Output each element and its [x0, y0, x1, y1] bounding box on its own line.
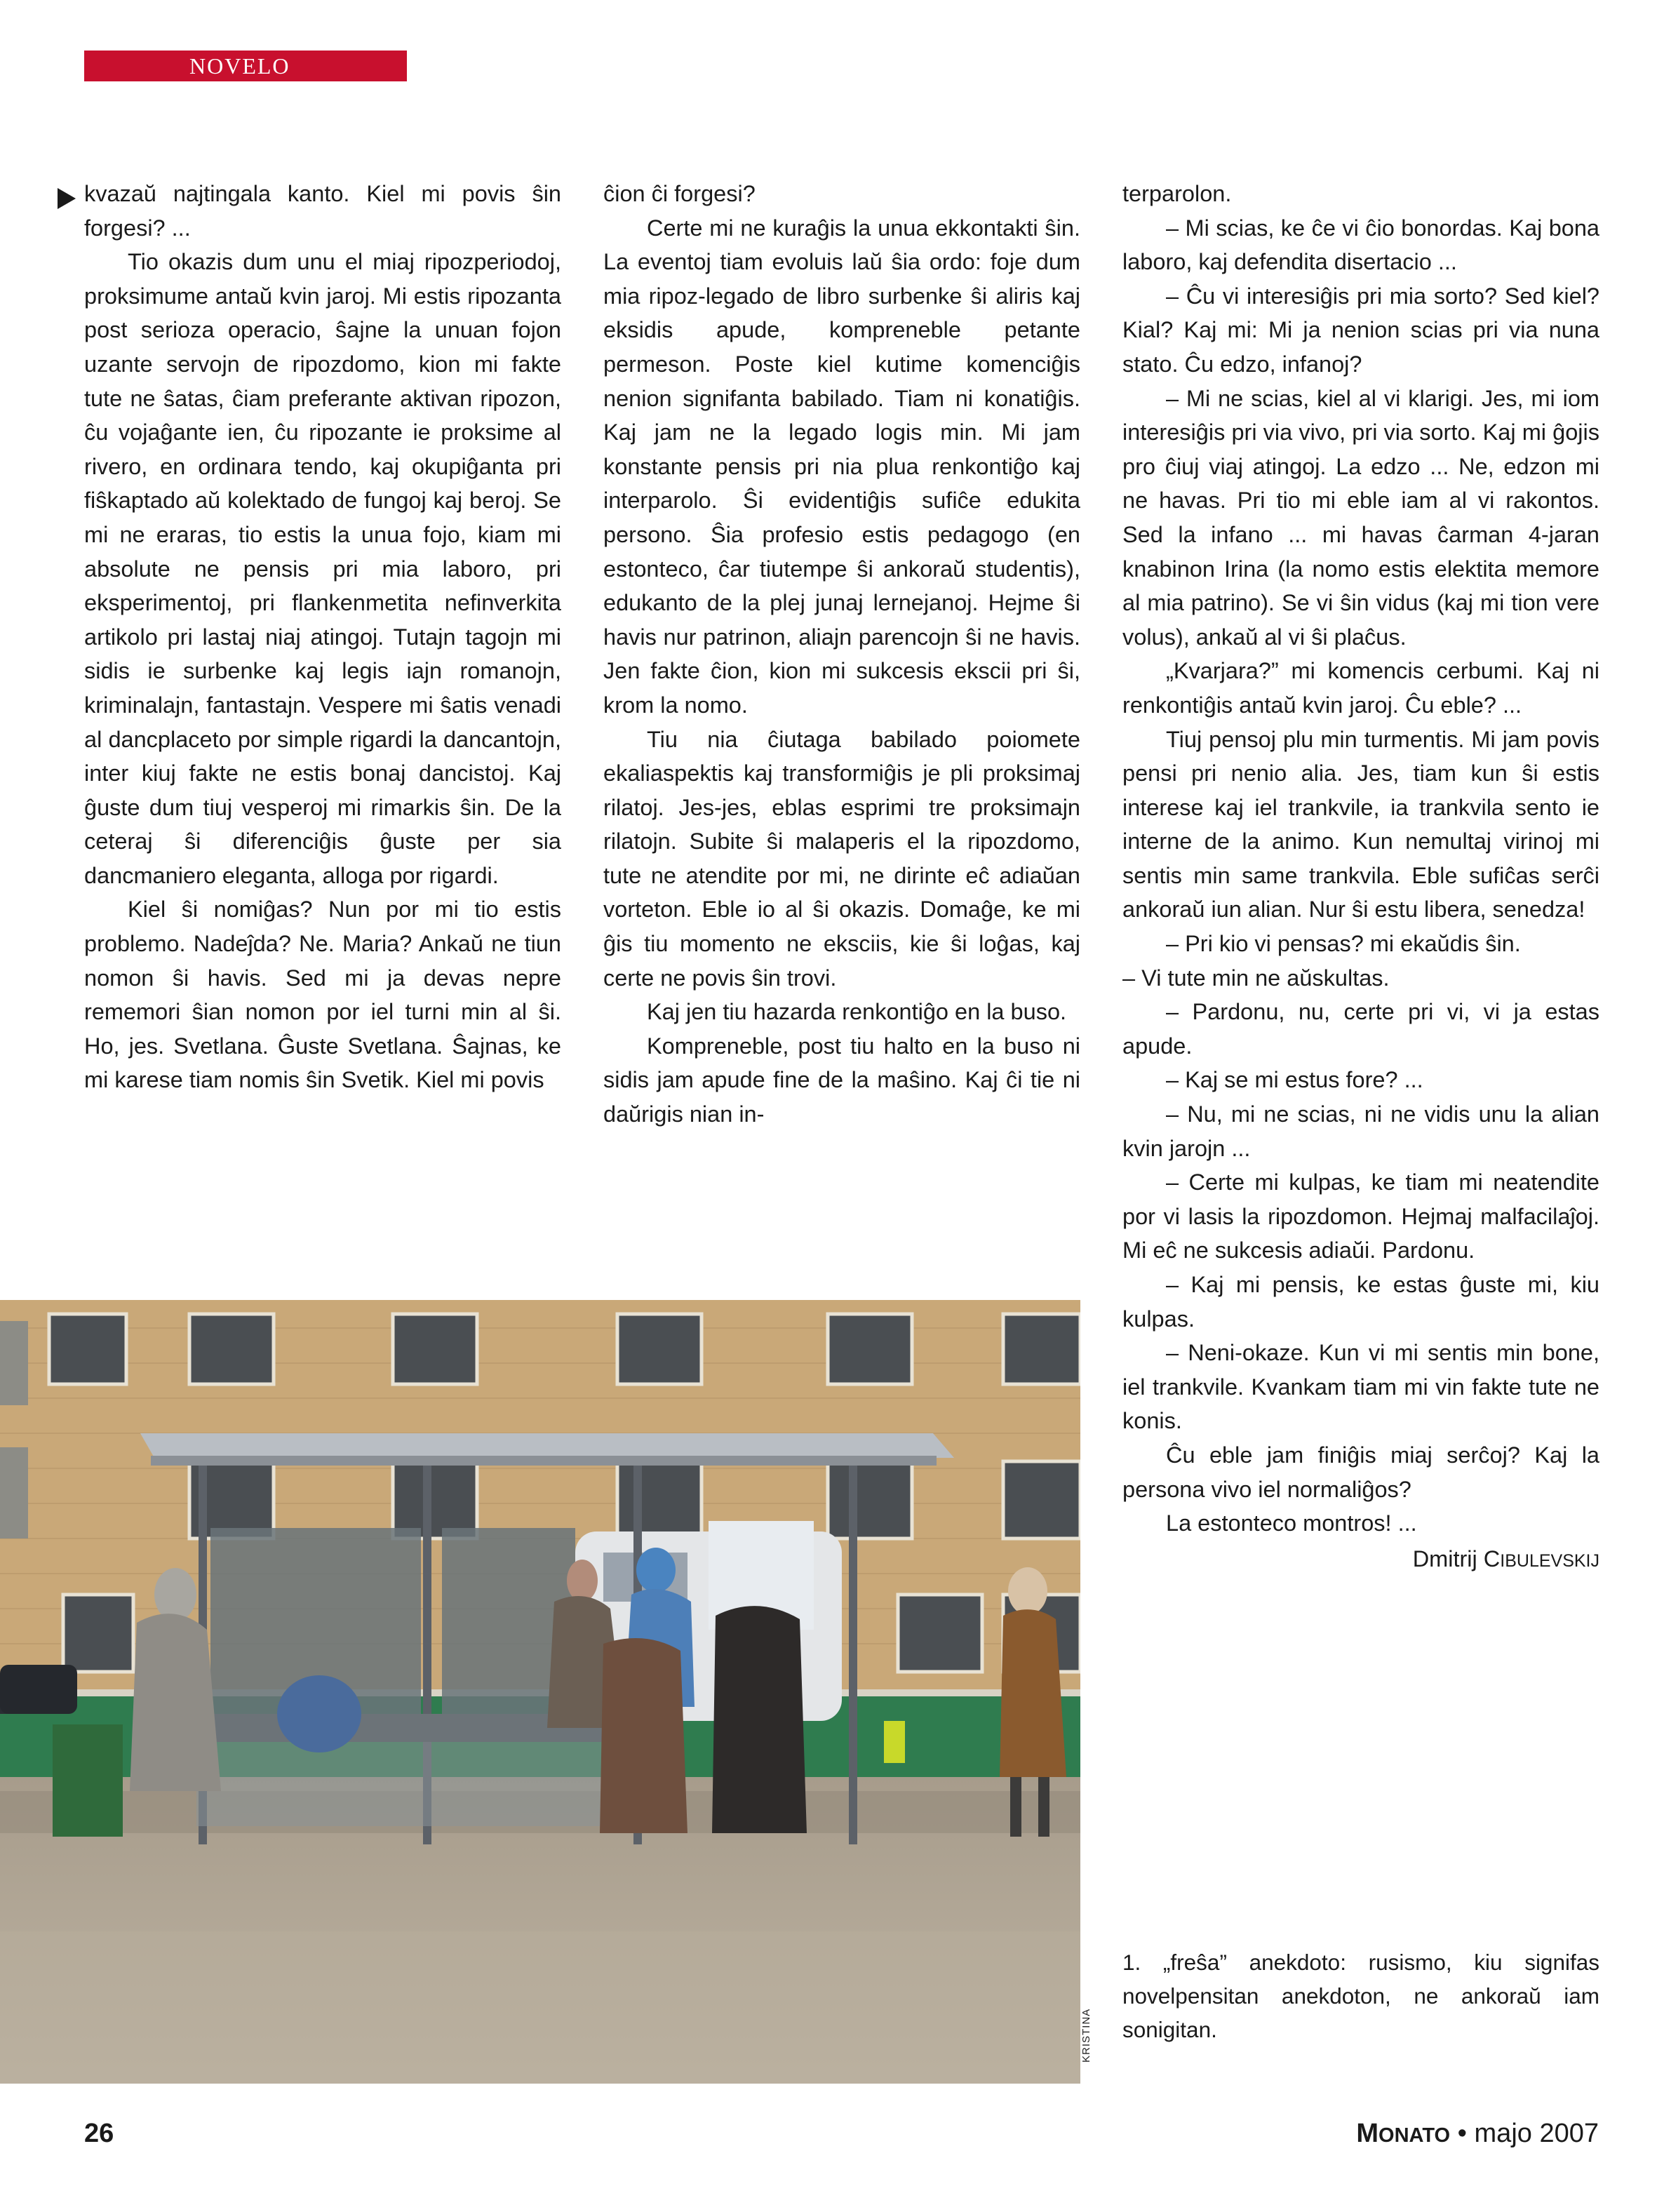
author-first-name: Dmitrij	[1412, 1546, 1477, 1571]
magazine-name-first: M	[1356, 2119, 1379, 2148]
paragraph: terparolon.	[1122, 181, 1232, 206]
paragraph: – Kaj se mi estus fore? ...	[1166, 1067, 1423, 1093]
paragraph: – Neni-okaze. Kun vi mi sentis min bone, iel trankvile. Kvankam tiam mi vin fakte tute ne konis.	[1122, 1340, 1599, 1434]
continuation-arrow-icon	[58, 188, 76, 209]
bus-stop-photo	[0, 1300, 1080, 2084]
paragraph: – Pri kio vi pensas? mi ekaŭdis ŝin.	[1166, 931, 1521, 957]
paragraph: „Kvarjara?” mi komencis cerbumi. Kaj ni renkontiĝis antaŭ kvin jaroj. Ĉu eble? ...	[1122, 658, 1599, 718]
paragraph: – Certe mi kulpas, ke tiam mi neatendite por vi lasis la ripozdomon. Hejmaj malfacilaĵoj. Mi eĉ ne sukcesis adiaŭi. Pardonu.	[1122, 1169, 1599, 1263]
text-column-2	[603, 177, 1080, 1132]
paragraph: Ĉu eble jam finiĝis miaj serĉoj? Kaj la persona vivo iel normaliĝos?	[1122, 1442, 1599, 1502]
author-last-rest: IBULEVSKIJ	[1500, 1550, 1599, 1571]
paragraph: Kiel ŝi nomiĝas? Nun por mi tio estis problemo. Nadeĵda? Ne. Maria? Ankaŭ ne tiun nomon ŝi havis. Sed mi ja devas nepre rememori ŝian nomon por iel turni min al ŝi. Ho, jes. Svetlana. Ĝuste Svetlana. Ŝajnas, ke mi karese tiam nomis ŝin Svetik. Kiel mi povis	[84, 897, 561, 1093]
paragraph: Tio okazis dum unu el miaj ripozperiodoj, proksimume antaŭ kvin jaroj. Mi estis ripozanta post serioza operacio, ŝajne la unuan fojon uzante servojn de ripozdomo, kion mi fakte tute ne ŝatas, ĉiam preferante aktivan ripozon, ĉu vojaĝante ien, ĉu ripozante ie proksime al rivero, en ordinara tendo, kaj okupiĝanta pri fiŝkaptado aŭ kolektado de fungoj kaj beroj. Se mi ne eraras, tio estis la unua fojo, kiam mi absolute ne pensis pri mia laboro, pri eksperimentoj, pri flankenmetita nefinverkita artikolo pri lastaj niaj atingoj. Tutajn tagojn mi sidis ie surbenke kaj legis iajn romanojn, kriminalajn, fantastajn. Vespere mi ŝatis venadi al dancplaceto por simple rigardi la dancantojn, inter kiuj fakte ne estis bonaj dancistoj. Kaj ĝuste dum tiuj vesperoj mi rimarkis ŝin. De la ceteraj ŝi diferenciĝis ĝuste per sia dancmaniero eleganta, alloga por rigardi.	[84, 249, 561, 888]
text-column-1	[84, 177, 561, 1097]
paragraph: ĉion ĉi forgesi?	[603, 181, 756, 206]
paragraph: Tiu nia ĉiutaga babilado poiomete ekaliaspektis kaj transformiĝis je pli proksimaj rilatoj. Jes-jes, eblas esprimi tre proksimajn rilatojn. Subite ŝi malaperis el la ripozdomo, tute ne atendite por mi, ne dirinte eĉ adiaŭan vorteton. Eble io al ŝi okazis. Domaĝe, ke mi ĝis tiu momento ne eksciis, kie ŝi loĝas, kaj certe ne povis ŝin trovi.	[603, 726, 1080, 991]
footnote: 1. „freŝa” anekdoto: rusismo, kiu signifas novelpensitan anekdoton, ne ankoraŭ iam sonigitan.	[1122, 1950, 1599, 2042]
paragraph: – Ĉu vi interesiĝis pri mia sorto? Sed kiel? Kial? Kaj mi: Mi ja nenion scias pri via nuna stato. Ĉu edzo, infanoj?	[1122, 283, 1599, 377]
text-column-3	[1122, 177, 1599, 1578]
paragraph: – Mi ne scias, kiel al vi klarigi. Jes, mi iom interesiĝis pri via vivo, pri via sorto. Kaj mi ĝojis pro ĉiuj viaj atingoj. La edzo ... Ne, edzon mi ne havas. Pri tio mi eble iam al vi rakontos. Sed la infano ... mi havas ĉarman 4-jaran knabinon Irina (la nomo estis elektita memore al mia patrino). Se vi ŝin vidus (kaj mi tion vere volus), ankaŭ al vi ŝi plaĉus.	[1122, 385, 1599, 650]
author-byline	[1122, 1542, 1599, 1578]
paragraph: – Nu, mi ne scias, ni ne vidis unu la alian kvin jarojn ...	[1122, 1101, 1599, 1161]
paragraph: – Vi tute min ne aŭskultas.	[1122, 965, 1390, 991]
paragraph: kvazaŭ najtingala kanto. Kiel mi povis ŝin forgesi? ...	[84, 181, 561, 241]
paragraph: Kaj jen tiu hazarda renkontiĝo en la buso.	[647, 999, 1067, 1025]
paragraph: – Mi scias, ke ĉe vi ĉio bonordas. Kaj bona laboro, kaj defendita disertacio ...	[1122, 215, 1599, 275]
paragraph: Certe mi ne kuraĝis la unua ekkontakti ŝin. La eventoj tiam evoluis laŭ ŝia ordo: foje dum mia ripoz-legado de libro surbenke ŝi aliris kaj eksidis apude, kompreneble petante permeson. Poste kiel kutime komenciĝis nenion signifanta babilado. Tiam ni konatiĝis. Kaj jam ne la legado logis min. Mi jam konstante pensis pri nia plua renkontiĝo kaj interparolo. Ŝi evidentiĝis sufiĉe edukita persono. Ŝia profesio estis pedagogo (en estonteco, ĉar tiutempe ŝi ankoraŭ studentis), edukanto de la plej junaj lernejanoj. Hejme ŝi havis nur patrinon, aliajn parencojn ŝi ne havis. Jen fakte ĉion, kion mi sukcesis ekscii pri ŝi, krom la nomo.	[603, 215, 1080, 718]
paragraph: – Kaj mi pensis, ke estas ĝuste mi, kiu kulpas.	[1122, 1272, 1599, 1332]
footer-separator: •	[1457, 2119, 1467, 2148]
issue-date: majo 2007	[1474, 2119, 1599, 2148]
footer-magazine-issue	[1356, 2119, 1599, 2149]
photo-credit: KRISTINA	[1080, 2008, 1092, 2063]
paragraph: – Pardonu, nu, certe pri vi, vi ja estas apude.	[1122, 999, 1599, 1059]
magazine-name-rest: ONATO	[1378, 2124, 1451, 2147]
page-number: 26	[84, 2119, 114, 2148]
paragraph: La estonteco montros! ...	[1166, 1510, 1417, 1536]
author-last-initial: C	[1483, 1546, 1501, 1571]
paragraph: Kompreneble, post tiu halto en la buso ni sidis jam apude fine de la maŝino. Kaj ĉi tie ni daŭrigis nian in-	[603, 1033, 1080, 1127]
paragraph: Tiuj pensoj plu min turmentis. Mi jam povis pensi pri nenio alia. Jes, tiam kun ŝi estis interese kaj iel trankvile, ia trankvila sento ie interne de la animo. Kun nemultaj virinoj mi sentis min same trankvila. Eble sufiĉas serĉi ankoraŭ iun alian. Nur ŝi estu libera, senedza!	[1122, 726, 1599, 923]
section-tag: NOVELO	[84, 51, 407, 81]
